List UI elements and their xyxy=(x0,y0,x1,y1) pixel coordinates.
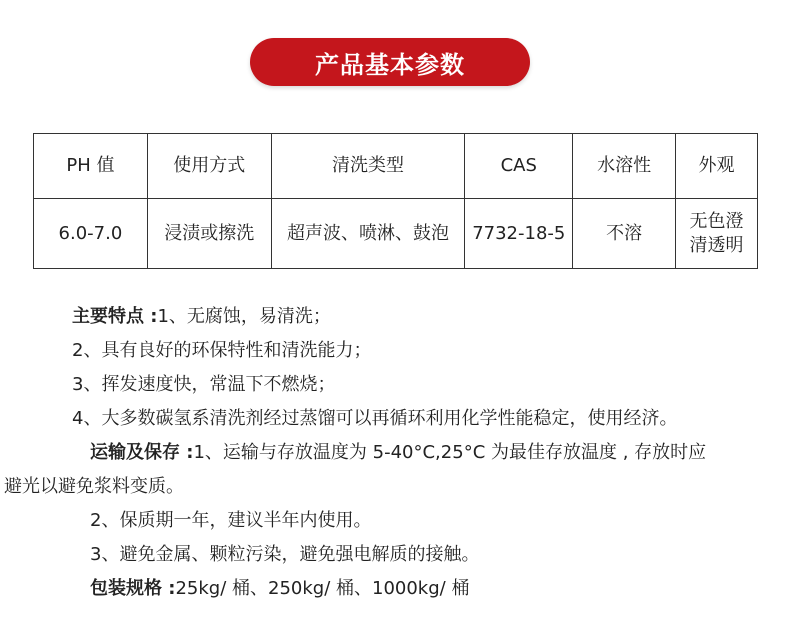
cell-appearance: 无色澄 清透明 xyxy=(676,199,758,269)
table-header-row xyxy=(34,134,758,199)
packaging-label: 包装规格 : xyxy=(90,578,176,599)
storage-label: 运输及保存 : xyxy=(90,442,194,463)
cell-cleaning-type: 超声波、喷淋、鼓泡 xyxy=(271,199,465,269)
header-solubility: 水溶性 xyxy=(573,134,676,199)
feature-item: 2、具有良好的环保特性和清洗能力； xyxy=(72,340,372,361)
header-cas: CAS xyxy=(465,134,573,199)
feature-item: 3、挥发速度快，常温下不燃烧； xyxy=(72,374,336,395)
packaging-line xyxy=(0,572,790,606)
storage-line-1 xyxy=(0,436,790,470)
table-row xyxy=(34,199,758,269)
parameter-table xyxy=(33,133,758,269)
storage-item: 3、避免金属、颗粒污染，避免强电解质的接触。 xyxy=(90,544,480,565)
packaging-value: 25kg/ 桶、250kg/ 桶、1000kg/ 桶 xyxy=(175,578,470,599)
storage-item-continued: 避光以避免浆料变质。 xyxy=(4,476,184,497)
features-line-1 xyxy=(0,300,790,334)
cell-cas: 7732-18-5 xyxy=(465,199,573,269)
feature-item: 4、大多数碳氢系清洗剂经过蒸馏可以再循环利用化学性能稳定，使用经济。 xyxy=(72,408,678,429)
cell-usage: 浸渍或擦洗 xyxy=(147,199,271,269)
storage-item: 1、运输与存放温度为 5-40°C,25°C 为最佳存放温度 , 存放时应 xyxy=(193,442,707,463)
header-usage: 使用方式 xyxy=(147,134,271,199)
section-title: 产品基本参数 xyxy=(250,38,530,86)
features-label: 主要特点 : xyxy=(72,306,158,327)
cell-solubility: 不溶 xyxy=(573,199,676,269)
header-ph: PH 值 xyxy=(34,134,148,199)
cell-ph: 6.0-7.0 xyxy=(34,199,148,269)
feature-item: 1、无腐蚀，易清洗； xyxy=(157,306,331,327)
storage-item: 2、保质期一年，建议半年内使用。 xyxy=(90,510,372,531)
description-block xyxy=(0,300,790,606)
header-appearance: 外观 xyxy=(676,134,758,199)
header-cleaning-type: 清洗类型 xyxy=(271,134,465,199)
